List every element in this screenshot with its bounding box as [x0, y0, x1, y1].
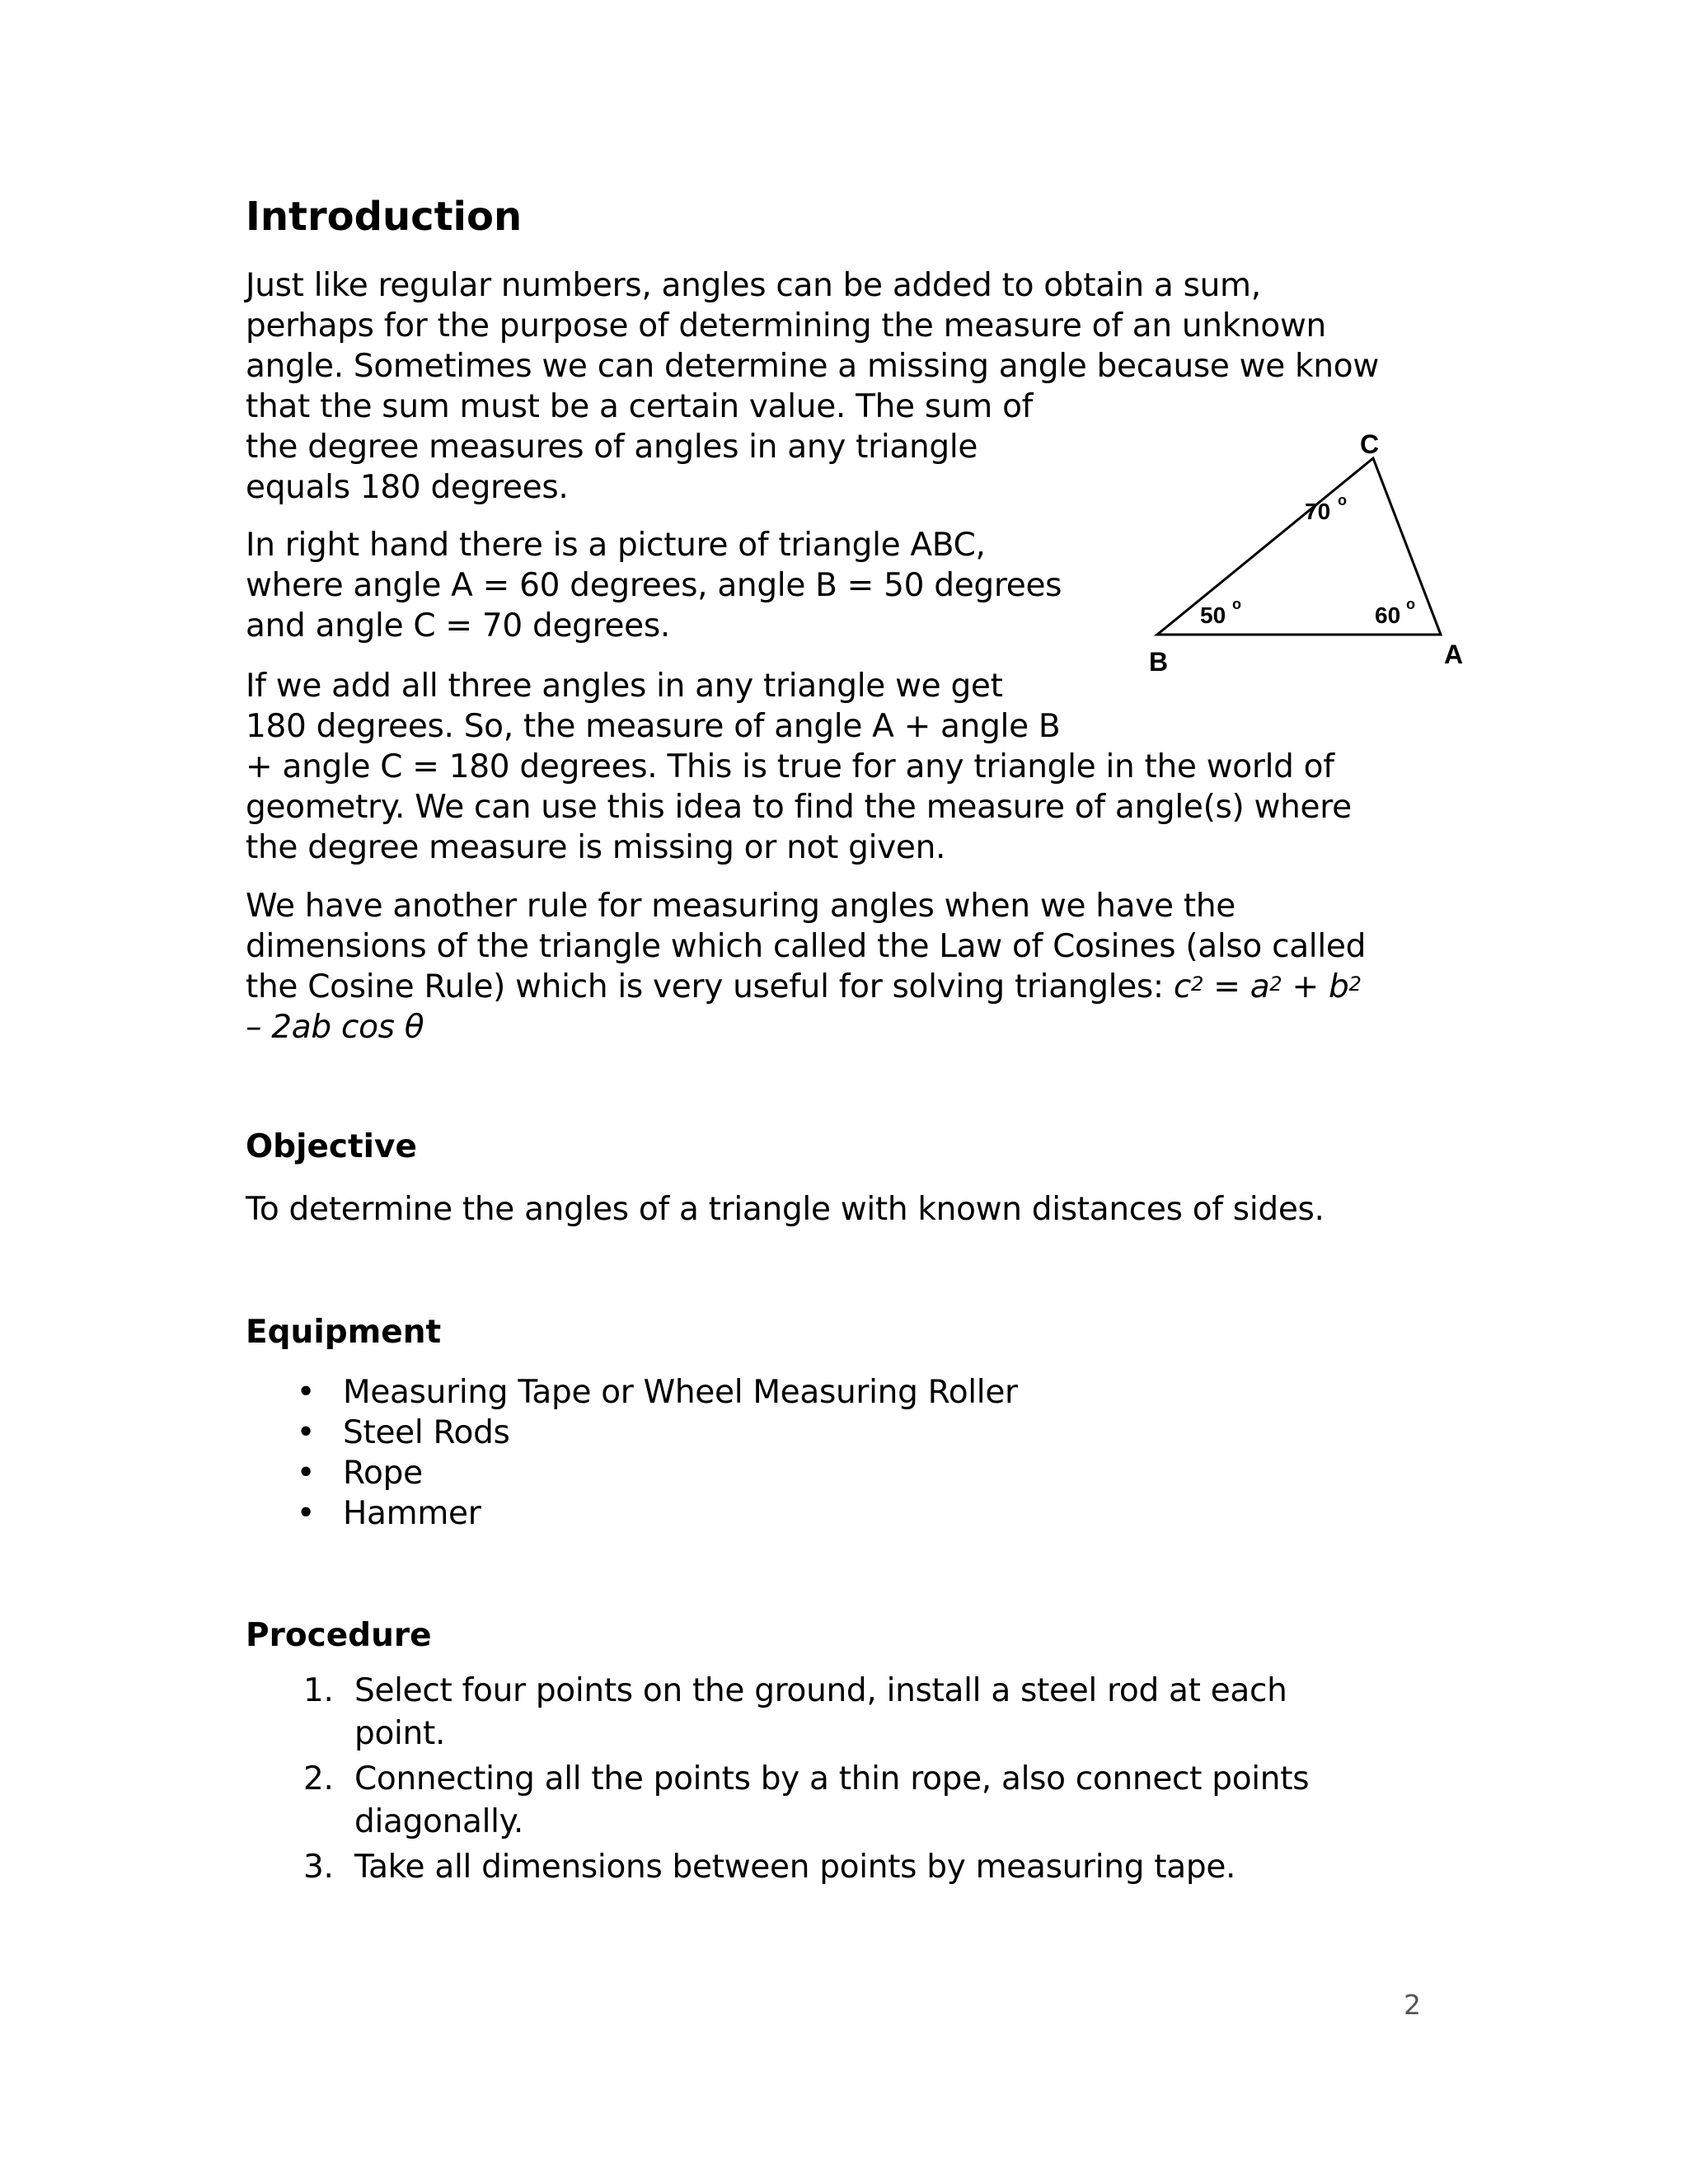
list-item-text: Steel Rods: [343, 1414, 510, 1451]
procedure-step: [246, 1847, 1309, 1887]
formula-c: c: [1173, 968, 1192, 1005]
law-of-cosines-formula: [1174, 968, 1362, 1005]
step-text: diagonally.: [354, 1803, 524, 1840]
text-line: 180 degrees. So, the measure of angle A + angle B: [246, 708, 1061, 745]
angle-a-degree: o: [1406, 596, 1415, 612]
list-item: [246, 1493, 1018, 1534]
angle-c-degree: o: [1338, 492, 1347, 509]
formula-exponent: 2: [1348, 972, 1362, 996]
formula-exponent: 2: [1191, 972, 1204, 996]
list-item: [246, 1372, 1018, 1413]
objective-heading: Objective: [246, 1128, 417, 1165]
intro-paragraph-4: [246, 886, 1432, 1047]
text-line: the degree measure is missing or not given.: [246, 829, 946, 866]
list-item-text: Rope: [343, 1455, 423, 1492]
text-line: If we add all three angles in any triangle we get: [246, 668, 1003, 705]
bullet-icon: •: [296, 1374, 316, 1411]
bullet-icon: •: [296, 1495, 316, 1532]
vertex-a-label: A: [1444, 640, 1464, 669]
introduction-heading: Introduction: [246, 194, 523, 240]
text-line: that the sum must be a certain value. The sum of: [246, 388, 1034, 425]
list-item: [246, 1413, 1018, 1453]
triangle-abc-figure: [1137, 429, 1484, 684]
step-text: Take all dimensions between points by measuring tape.: [354, 1849, 1236, 1886]
procedure-step: [246, 1759, 1309, 1842]
angle-b-degree: o: [1232, 596, 1241, 612]
angle-b-value: 50: [1200, 602, 1226, 628]
formula-a: a: [1250, 968, 1270, 1005]
step-number: 3.: [303, 1849, 334, 1886]
intro-paragraph-2: [246, 525, 1152, 646]
step-number: 2.: [303, 1760, 334, 1797]
formula-continuation: – 2ab cos θ: [246, 1009, 424, 1046]
list-item: [246, 1453, 1018, 1493]
text-line: geometry. We can use this idea to find the measure of angle(s) where: [246, 789, 1352, 826]
bullet-icon: •: [296, 1414, 316, 1451]
intro-paragraph-3: [246, 666, 1432, 868]
text-line-with-formula: [246, 967, 1432, 1007]
list-item-text: Hammer: [343, 1495, 481, 1532]
formula-b: b: [1328, 968, 1349, 1005]
equipment-heading: Equipment: [246, 1314, 442, 1351]
step-number: 1.: [303, 1672, 334, 1709]
angle-a-value: 60: [1375, 602, 1401, 628]
step-text: point.: [354, 1715, 446, 1752]
text-line: perhaps for the purpose of determining the measure of an unknown: [246, 307, 1326, 344]
angle-c-value: 70: [1305, 499, 1331, 524]
equipment-list: [246, 1372, 1018, 1534]
text-segment: the Cosine Rule) which is very useful for solving triangles:: [246, 968, 1174, 1005]
text-line: Just like regular numbers, angles can be added to obtain a sum,: [246, 267, 1261, 304]
page-number: 2: [1404, 1989, 1421, 2021]
text-line: + angle C = 180 degrees. This is true for any triangle in the world of: [246, 748, 1334, 785]
text-line: where angle A = 60 degrees, angle B = 50 degrees: [246, 567, 1062, 604]
vertex-b-label: B: [1149, 647, 1169, 677]
procedure-list: [246, 1671, 1309, 1892]
bullet-icon: •: [296, 1455, 316, 1492]
list-item-text: Measuring Tape or Wheel Measuring Roller: [343, 1374, 1018, 1411]
formula-plus: +: [1282, 968, 1329, 1005]
vertex-c-label: C: [1360, 429, 1380, 459]
formula-exponent: 2: [1269, 972, 1282, 996]
formula-equals: =: [1203, 968, 1250, 1005]
text-line: We have another rule for measuring angles when we have the: [246, 888, 1236, 925]
triangle-abc-diagram: [1137, 429, 1484, 684]
text-line: and angle C = 70 degrees.: [246, 607, 670, 644]
text-line: angle. Sometimes we can determine a missing angle because we know: [246, 348, 1379, 385]
procedure-step: [246, 1671, 1309, 1754]
step-text: Select four points on the ground, install a steel rod at each: [354, 1672, 1287, 1709]
text-line: the degree measures of angles in any triangle: [246, 429, 978, 466]
step-text: Connecting all the points by a thin rope, also connect points: [354, 1760, 1310, 1797]
text-line: In right hand there is a picture of triangle ABC,: [246, 527, 986, 564]
procedure-heading: Procedure: [246, 1617, 432, 1654]
objective-text: To determine the angles of a triangle with known distances of sides.: [246, 1191, 1325, 1228]
text-line: dimensions of the triangle which called the Law of Cosines (also called: [246, 928, 1367, 965]
text-line: equals 180 degrees.: [246, 469, 569, 506]
